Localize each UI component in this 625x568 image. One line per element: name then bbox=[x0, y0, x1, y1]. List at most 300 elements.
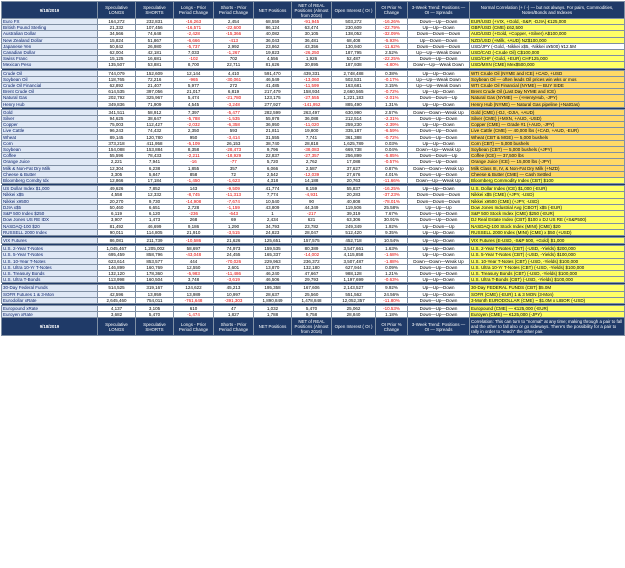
row-name: SOFR Futures 1 & 3-Mon bbox=[2, 291, 98, 297]
spec-longs: 50,842 bbox=[98, 43, 136, 49]
open-interest: 130,940 bbox=[332, 43, 376, 49]
net-positions: 5,720 bbox=[254, 159, 292, 165]
longs-change: -14,908 bbox=[174, 198, 214, 204]
shorts-change: 74,973 bbox=[214, 246, 254, 252]
row-name: Euroyen xRate bbox=[2, 312, 98, 318]
oi-pct-change: -10.53% bbox=[376, 305, 408, 311]
oi-pct-change: 0.87% bbox=[376, 165, 408, 171]
net-real: 19,800 bbox=[292, 128, 332, 134]
longs-change: 2,350 bbox=[174, 128, 214, 134]
longs-change: 610 bbox=[174, 305, 214, 311]
net-positions: 1 bbox=[254, 211, 292, 217]
open-interest: 63,306 bbox=[332, 217, 376, 223]
spec-shorts: 17,184 bbox=[136, 178, 174, 184]
net-positions: 13,870 bbox=[254, 264, 292, 270]
footer-net-real: NET of REAL Positions (Almost from 2016) bbox=[292, 318, 332, 336]
trend: Up—Up—Down bbox=[408, 285, 470, 291]
spec-longs: 2,221 bbox=[98, 159, 136, 165]
row-name: S&P 500 Index $250 bbox=[2, 211, 98, 217]
row-name: Silver bbox=[2, 116, 98, 122]
correlation-comment: Soybean Oil — often leads Oil prices win wks or mos bbox=[470, 76, 625, 82]
header-oi-pct: OI Prior % Change bbox=[376, 2, 408, 19]
row-name: Coffee bbox=[2, 153, 98, 159]
net-real: -11,020 bbox=[292, 122, 332, 128]
net-real: 25,560 bbox=[292, 291, 332, 297]
spec-shorts: 325,967 bbox=[136, 95, 174, 101]
open-interest: 52,487 bbox=[332, 56, 376, 62]
shorts-change: 45,213 bbox=[214, 285, 254, 291]
header-spec-shorts: Speculative SHORTS bbox=[136, 2, 174, 19]
row-name: Swiss Franc bbox=[2, 56, 98, 62]
net-real: 8,159 bbox=[292, 186, 332, 192]
oi-pct-change: 2.57% bbox=[376, 109, 408, 115]
spec-shorts: 152,609 bbox=[136, 70, 174, 76]
longs-change: 3,748 bbox=[174, 277, 214, 283]
longs-change: 7,397 bbox=[174, 109, 214, 115]
oi-pct-change: 24.56% bbox=[376, 291, 408, 297]
spec-shorts: 26,980 bbox=[136, 43, 174, 49]
correlation-comment: NASDAQ-100 Stock Index (MINI) (CME) $20 bbox=[470, 223, 625, 229]
row-name: Cheese & Butter bbox=[2, 171, 98, 177]
spec-longs: 341,511 bbox=[98, 109, 136, 115]
spec-shorts: 9,730 bbox=[136, 198, 174, 204]
spec-longs: 695,459 bbox=[98, 252, 136, 258]
longs-change: -1,474 bbox=[174, 312, 214, 318]
correlation-comment: EUR/USD (+VIX, +Gold, -S&P, -DJIA) €125,000 bbox=[470, 19, 625, 25]
spec-longs: 349,836 bbox=[98, 101, 136, 107]
oi-pct-change: -5.85% bbox=[376, 153, 408, 159]
spec-longs: 3,305 bbox=[98, 171, 136, 177]
spec-longs: 132,120 bbox=[98, 270, 136, 276]
longs-change: 124,622 bbox=[174, 285, 214, 291]
longs-change: -16,571 bbox=[174, 25, 214, 31]
net-positions: 22,837 bbox=[254, 153, 292, 159]
spec-longs: 12,304 bbox=[98, 165, 136, 171]
spec-longs: 42,596 bbox=[98, 291, 136, 297]
correlation-comment: RUSSELL 2000 Index (MINI) (CME) x $50 (+USD) bbox=[470, 229, 625, 235]
spec-longs: 135,507 bbox=[98, 62, 136, 68]
footer-net: NET Positions bbox=[254, 318, 292, 336]
oi-pct-change: 9.92% bbox=[376, 285, 408, 291]
trend: Down—Down—Up bbox=[408, 153, 470, 159]
longs-change: 9,186 bbox=[174, 223, 214, 229]
longs-change: 143 bbox=[174, 186, 214, 192]
longs-change: -965 bbox=[174, 76, 214, 82]
trend: Down—Up—Down bbox=[408, 171, 470, 177]
correlation-comment: Brent Crude Oil (Last Day NYME and ICE) bbox=[470, 89, 625, 95]
trend: Down—Down—Weak Up bbox=[408, 258, 470, 264]
shorts-change: 22,711 bbox=[214, 62, 254, 68]
trend: Up—Down—Up bbox=[408, 223, 470, 229]
shorts-change: 4,410 bbox=[214, 70, 254, 76]
spec-longs: 62,004 bbox=[98, 50, 136, 56]
net-real: -27,357 bbox=[292, 153, 332, 159]
shorts-change: -11,313 bbox=[214, 192, 254, 198]
net-real: 30,895 bbox=[292, 62, 332, 68]
open-interest: 3,507,487 bbox=[332, 258, 376, 264]
row-name: VIX Futures bbox=[2, 237, 98, 243]
open-interest: 2,660,565 bbox=[332, 89, 376, 95]
spec-longs: 3,907 bbox=[98, 217, 136, 223]
open-interest: 20,763 bbox=[332, 178, 376, 184]
row-name: U.S. 5-Year T-Notes bbox=[2, 252, 98, 258]
longs-change: -761,648 bbox=[174, 297, 214, 303]
row-name: Australian Dollar bbox=[2, 31, 98, 37]
footer-trend: 3-Week Trend: Positions — OI — Spreads bbox=[408, 318, 470, 336]
oi-pct-change: 1.21% bbox=[376, 270, 408, 276]
row-name: Copper bbox=[2, 122, 98, 128]
oi-pct-change: 2.52% bbox=[376, 50, 408, 56]
trend: Down—Up—Down bbox=[408, 134, 470, 140]
net-real: 36,481 bbox=[292, 37, 332, 43]
oi-pct-change: 7.67% bbox=[376, 211, 408, 217]
footer-spec-longs: Speculative LONGS bbox=[98, 318, 136, 336]
footer-spec-shorts: Speculative SHORTS bbox=[136, 318, 174, 336]
net-real: 80,389 bbox=[292, 246, 332, 252]
row-name: Euro FX bbox=[2, 19, 98, 25]
net-real: 28,818 bbox=[292, 140, 332, 146]
open-interest: 1,625,789 bbox=[332, 140, 376, 146]
shorts-change: 2,601 bbox=[214, 264, 254, 270]
net-real: -27,555 bbox=[292, 95, 332, 101]
row-name: NASDAQ-100 $20 bbox=[2, 223, 98, 229]
spec-shorts: 58,912 bbox=[136, 109, 174, 115]
shorts-change: -3,248 bbox=[214, 101, 254, 107]
longs-change: 7,033 bbox=[174, 50, 214, 56]
longs-change: -2,428 bbox=[174, 31, 214, 37]
longs-change: -43,048 bbox=[174, 252, 214, 258]
trend: Up—Up—Down bbox=[408, 277, 470, 283]
spec-longs: 154,088 bbox=[98, 147, 136, 153]
oi-pct-change: -0.72% bbox=[376, 134, 408, 140]
longs-change: -16 bbox=[174, 159, 214, 165]
header-spec-longs: Speculative LONGS bbox=[98, 2, 136, 19]
net-positions: 55,978 bbox=[254, 116, 292, 122]
longs-change: -2,032 bbox=[174, 122, 214, 128]
shorts-change: -1,159 bbox=[214, 204, 254, 210]
shorts-change: -7,674 bbox=[214, 198, 254, 204]
spec-shorts: 1,473 bbox=[136, 217, 174, 223]
spec-shorts: 114,805 bbox=[136, 229, 174, 235]
longs-change: -5,983 bbox=[174, 270, 214, 276]
row-name: Brent Crude Oil bbox=[2, 89, 98, 95]
footer-longs-change: Longs - Prior Period Change bbox=[174, 318, 214, 336]
header-open-interest: Open Interest ( OI ) bbox=[332, 2, 376, 19]
oi-pct-change: 9.35% bbox=[376, 229, 408, 235]
spec-shorts: 853,577 bbox=[136, 258, 174, 264]
longs-change: -102 bbox=[174, 56, 214, 62]
open-interest: 259,230 bbox=[332, 122, 376, 128]
header-date: 9/18/2019 bbox=[2, 2, 98, 19]
correlation-comment: U.S. 5-Year T-Notes (CBT) (-USD, -Yields) $100,000 bbox=[470, 252, 625, 258]
spec-shorts: 21,407 bbox=[136, 83, 174, 89]
spec-shorts: 211,739 bbox=[136, 237, 174, 243]
correlation-comment: Nikkei x$5 (CME) (+JPY, -USD) bbox=[470, 192, 625, 198]
header-comment: Normal Correlation (+ / -) — but not always. For pairs, Commodities, Notes/Bonds and Indexes bbox=[470, 2, 625, 19]
net-positions: 1,890,849 bbox=[254, 297, 292, 303]
open-interest: 68,408 bbox=[332, 37, 376, 43]
spec-shorts: 74,648 bbox=[136, 31, 174, 37]
oi-pct-change: 1.63% bbox=[376, 246, 408, 252]
trend: Down—Up—Down bbox=[408, 211, 470, 217]
oi-pct-change: 1.92% bbox=[376, 223, 408, 229]
open-interest: 2,143,527 bbox=[332, 285, 376, 291]
oi-pct-change: -1.68% bbox=[376, 252, 408, 258]
net-positions: 159,535 bbox=[254, 246, 292, 252]
open-interest: 230,609 bbox=[332, 25, 376, 31]
header-trend: 3-Week Trend: Positions — OI — Spreads bbox=[408, 2, 470, 19]
header-net-real: NET of REAL Positions (Almost from 2016) bbox=[292, 2, 332, 19]
spec-shorts: 107,456 bbox=[136, 25, 174, 31]
open-interest: 12,052,357 bbox=[332, 297, 376, 303]
trend: Down—Up—Down bbox=[408, 19, 470, 25]
spec-longs: 146,899 bbox=[98, 264, 136, 270]
spec-longs: 614,535 bbox=[98, 89, 136, 95]
net-positions: 123,175 bbox=[254, 95, 292, 101]
oi-pct-change: -78.01% bbox=[376, 198, 408, 204]
header-row bbox=[2, 2, 625, 19]
oi-pct-change: -37.23% bbox=[376, 192, 408, 198]
trend: Down—Down—Weak Up bbox=[408, 165, 470, 171]
longs-change: -16,263 bbox=[174, 19, 214, 25]
longs-change: -1,450 bbox=[174, 178, 214, 184]
net-positions: 68,559 bbox=[254, 19, 292, 25]
shorts-change: 47 bbox=[214, 305, 254, 311]
open-interest: 55,837 bbox=[332, 186, 376, 192]
spec-shorts: 411,958 bbox=[136, 140, 174, 146]
oi-pct-change: -22.79% bbox=[376, 25, 408, 31]
correlation-comment: Milk Class III, IV, & Non-Fat Dry Milk (+NZD) bbox=[470, 165, 625, 171]
row-name: British Pound Sterling bbox=[2, 25, 98, 31]
cot-sheet bbox=[1, 1, 624, 336]
open-interest: 39,319 bbox=[332, 211, 376, 217]
row-name: Soybean bbox=[2, 147, 98, 153]
row-name: Corn bbox=[2, 140, 98, 146]
spec-longs: 4,558 bbox=[98, 192, 136, 198]
spec-shorts: 160,769 bbox=[136, 264, 174, 270]
correlation-comment: USD/JPY (-Gold, -Nikkei x$5, -Nikkei x¥500) ¥12.5M bbox=[470, 43, 625, 49]
open-interest: 2,748,488 bbox=[332, 70, 376, 76]
spec-shorts: 72,216 bbox=[136, 76, 174, 82]
longs-change: 8,700 bbox=[174, 62, 214, 68]
oi-pct-change: 4.01% bbox=[376, 171, 408, 177]
trend: Down—Down—Down bbox=[408, 192, 470, 198]
row-name: U.S. 2-Year T-Notes bbox=[2, 246, 98, 252]
shorts-change: 26,153 bbox=[214, 140, 254, 146]
trend: Down—Up—Down bbox=[408, 297, 470, 303]
trend: Up—Up—Down bbox=[408, 25, 470, 31]
correlation-comment: USD/CHF (-Gold, +EUR) CHF125,000 bbox=[470, 56, 625, 62]
spec-shorts: 3,105 bbox=[136, 305, 174, 311]
net-real: 63,474 bbox=[292, 25, 332, 31]
oi-pct-change: 0.38% bbox=[376, 70, 408, 76]
shorts-change: 21,626 bbox=[214, 237, 254, 243]
net-real: 5,470 bbox=[292, 305, 332, 311]
trend: Up—Up—Weak Down bbox=[408, 76, 470, 82]
open-interest: 503,272 bbox=[332, 19, 376, 25]
spec-longs: 20,270 bbox=[98, 198, 136, 204]
spec-shorts: 397,056 bbox=[136, 89, 174, 95]
open-interest: 630,990 bbox=[332, 109, 376, 115]
spec-longs: 15,824 bbox=[98, 37, 136, 43]
shorts-change: -15,366 bbox=[214, 31, 254, 37]
correlation-comment: S&P 500 Stock Index (CME) $250 (-EUR) bbox=[470, 211, 625, 217]
net-positions: 4,318 bbox=[254, 178, 292, 184]
correlation-comment: Cheese & Butter (CME) — Cash Settled bbox=[470, 171, 625, 177]
spec-longs: 15,125 bbox=[98, 56, 136, 62]
open-interest: 17,088 bbox=[332, 159, 376, 165]
row-name: DJIA x$5 bbox=[2, 204, 98, 210]
oi-pct-change: -0.17% bbox=[376, 76, 408, 82]
spec-shorts: 42,181 bbox=[136, 50, 174, 56]
oi-pct-change: 10.54% bbox=[376, 237, 408, 243]
row-name: Nikkei x¥500 bbox=[2, 198, 98, 204]
trend: Up—Up—Down bbox=[408, 246, 470, 252]
row-name: Soybean Oil bbox=[2, 76, 98, 82]
correlation-comment: Bloomberg Commodity Index (CBT) $100 bbox=[470, 178, 625, 184]
trend: Down—Up—Down bbox=[408, 128, 470, 134]
spec-shorts: 7,941 bbox=[136, 159, 174, 165]
net-positions: 217,479 bbox=[254, 89, 292, 95]
oi-pct-change: -0.63% bbox=[376, 277, 408, 283]
oi-pct-change: -2.31% bbox=[376, 116, 408, 122]
open-interest: 335,187 bbox=[332, 128, 376, 134]
spec-shorts: 1,205,002 bbox=[136, 246, 174, 252]
trend: Up—Up—Down bbox=[408, 101, 470, 107]
shorts-change: -413 bbox=[214, 37, 254, 43]
row-name: Mexican Peso bbox=[2, 62, 98, 68]
trend: Up—Up—Up bbox=[408, 204, 470, 210]
open-interest: 163,681 bbox=[332, 83, 376, 89]
longs-change: 13,989 bbox=[174, 291, 214, 297]
spec-longs: 94,625 bbox=[98, 116, 136, 122]
trend: Up—Down—Down bbox=[408, 37, 470, 43]
correlation-comment: USD/CAD (-Crude Oil) C$100,000 bbox=[470, 50, 625, 56]
longs-change: 444 bbox=[174, 258, 214, 264]
oi-pct-change: -16.25% bbox=[376, 186, 408, 192]
trend: Down—Down—Weak Up bbox=[408, 109, 470, 115]
net-positions: 277,927 bbox=[254, 101, 292, 107]
spec-longs: 62,892 bbox=[98, 83, 136, 89]
net-positions: 2,434 bbox=[254, 217, 292, 223]
open-interest: 249,349 bbox=[332, 223, 376, 229]
trend: Up—Up—Down bbox=[408, 291, 470, 297]
trend: Up—Up—Down bbox=[408, 229, 470, 235]
footer-date: 9/18/2019 bbox=[2, 318, 98, 336]
spec-shorts: 53,881 bbox=[136, 62, 174, 68]
shorts-change: -3,414 bbox=[214, 134, 254, 140]
row-name: New Zealand Dollar bbox=[2, 37, 98, 43]
longs-change: 21,017 bbox=[174, 89, 214, 95]
net-real: 132,180 bbox=[292, 264, 332, 270]
spec-longs: 623,614 bbox=[98, 258, 136, 264]
spec-shorts: 38,647 bbox=[136, 116, 174, 122]
trend: Up—Up—Weak Down bbox=[408, 83, 470, 89]
spec-shorts: 754,011 bbox=[136, 297, 174, 303]
shorts-change: -22,600 bbox=[214, 25, 254, 31]
header-shorts-change: Shorts - Prior Period Change bbox=[214, 2, 254, 19]
net-positions: 46,549 bbox=[254, 76, 292, 82]
open-interest: 1,197,699 bbox=[332, 277, 376, 283]
row-name: Dow Jones US RE IDX bbox=[2, 217, 98, 223]
net-real: 2,762 bbox=[292, 159, 332, 165]
open-interest: 988,128 bbox=[332, 270, 376, 276]
shorts-change: 1,290 bbox=[214, 223, 254, 229]
correlation-comment: U.S. 2-Year T-Notes (CBT) (-USD, -Yields) $200,000 bbox=[470, 246, 625, 252]
spec-shorts: 74,432 bbox=[136, 128, 174, 134]
row-name: Gold bbox=[2, 109, 98, 115]
spec-longs: 89,145 bbox=[98, 134, 136, 140]
correlation-comment: VIX Futures (E-USD, -S&P 500, +Gold) $1,000 bbox=[470, 237, 625, 243]
correlation-comment: USD/MXN (CME) Mex$500,000 bbox=[470, 62, 625, 68]
longs-change: 21,910 bbox=[174, 229, 214, 235]
spec-longs: 202,792 bbox=[98, 95, 136, 101]
longs-change: -10,586 bbox=[174, 237, 214, 243]
net-positions: 591,470 bbox=[254, 70, 292, 76]
shorts-change: 69 bbox=[214, 217, 254, 223]
shorts-change: -1,535 bbox=[214, 116, 254, 122]
open-interest: 40,808 bbox=[332, 198, 376, 204]
row-name: 30-Day Federal Funds bbox=[2, 285, 98, 291]
spec-longs: 4,137 bbox=[98, 305, 136, 311]
row-name: Eurodollar xRate bbox=[2, 297, 98, 303]
net-positions: 19,823 bbox=[254, 50, 292, 56]
net-positions: 81,626 bbox=[254, 62, 292, 68]
spec-shorts: 5,470 bbox=[136, 312, 174, 318]
oi-pct-change: -2.01% bbox=[376, 95, 408, 101]
oi-pct-change: 1.31% bbox=[376, 101, 408, 107]
longs-change: 1,855 bbox=[174, 165, 214, 171]
correlation-comment: Silver (CME) (+MXN, +AUD, -USD) bbox=[470, 116, 625, 122]
spec-shorts: 178,360 bbox=[136, 270, 174, 276]
oi-pct-change: -22.25% bbox=[376, 56, 408, 62]
oi-pct-change: -4.80% bbox=[376, 62, 408, 68]
correlation-comment: 30-Day FEDERAL FUNDS (CBT) $5.0M bbox=[470, 285, 625, 291]
correlation-comment: Copper (CME) — Grade #1 (+AUD, -JPY) bbox=[470, 122, 625, 128]
open-interest: 512,420 bbox=[332, 229, 376, 235]
spec-shorts: 13,959 bbox=[136, 291, 174, 297]
open-interest: 138,052 bbox=[332, 31, 376, 37]
shorts-change: 10,997 bbox=[214, 291, 254, 297]
spec-shorts: 16,681 bbox=[136, 56, 174, 62]
longs-change: 4,545 bbox=[174, 101, 214, 107]
oi-pct-change: 1.18% bbox=[376, 312, 408, 318]
net-positions: 46,240 bbox=[254, 270, 292, 276]
spec-longs: 81,492 bbox=[98, 223, 136, 229]
net-positions: 24,823 bbox=[254, 229, 292, 235]
net-positions: 1,788 bbox=[254, 312, 292, 318]
longs-change: -236 bbox=[174, 211, 214, 217]
longs-change: -2,211 bbox=[174, 153, 214, 159]
correlation-comment: U.S. Treasury Bonds (CBT) (-USD, -Yields) $100,000 bbox=[470, 270, 625, 276]
shorts-change: -391,303 bbox=[214, 297, 254, 303]
spec-longs: 744,079 bbox=[98, 70, 136, 76]
oi-pct-change: 0.09% bbox=[376, 264, 408, 270]
trend: Down—Up—Down bbox=[408, 312, 470, 318]
net-real: -4,931 bbox=[292, 192, 332, 198]
shorts-change: -1,623 bbox=[214, 178, 254, 184]
open-interest: 20,283 bbox=[332, 192, 376, 198]
footer-comment: Correlation: This can turn to "normal" at any time; making through a pair to fall and the other to fall also or go sideways. There's the possibility for a pair to rally in order to "reach" the other pair. bbox=[470, 318, 625, 336]
net-positions: 125,651 bbox=[254, 237, 292, 243]
spec-longs: 2,645,460 bbox=[98, 297, 136, 303]
net-positions: 28,637 bbox=[254, 291, 292, 297]
oi-pct-change: -0.72% bbox=[376, 89, 408, 95]
spec-shorts: 51,867 bbox=[136, 37, 174, 43]
shorts-change: 2,992 bbox=[214, 43, 254, 49]
net-positions: 46,506 bbox=[254, 277, 292, 283]
spec-longs: 6,119 bbox=[98, 211, 136, 217]
